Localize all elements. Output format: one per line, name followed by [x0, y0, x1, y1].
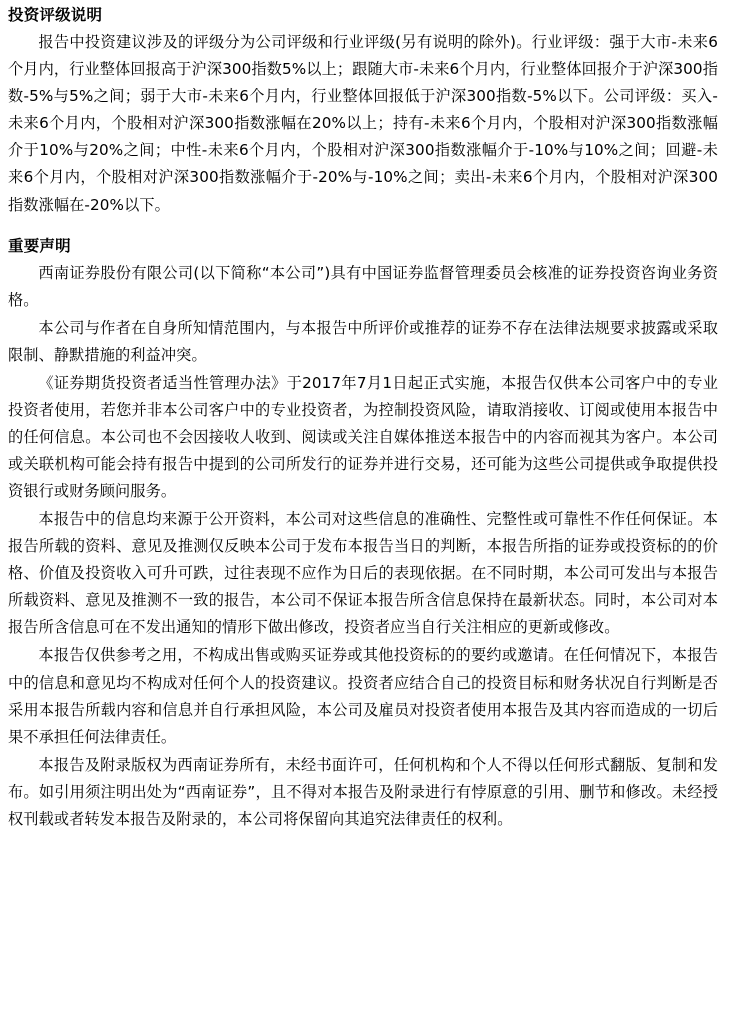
paragraph-reference-only: 本报告仅供参考之用，不构成出售或购买证券或其他投资标的的要约或邀请。在任何情况下，本报告中的信息和意见均不构成对任何个人的投资建议。投资者应结合自己的投资目标和财务状况自行判断是否采用本报告所载内容和信息并自行承担风险，本公司及雇员对投资者使用本报告及其内容而造成的一切后果不承担任何法律责任。: [8, 646, 718, 746]
paragraph-conflict-of-interest: 本公司与作者在自身所知情范围内，与本报告中所评价或推荐的证券不存在法律法规要求披露或采取限制、静默措施的利益冲突。: [8, 318, 718, 364]
section-heading-important-statement: 重要声明: [8, 236, 71, 255]
section-investment-rating: [8, 4, 718, 219]
paragraph-information-source: 本报告中的信息均来源于公开资料，本公司对这些信息的准确性、完整性或可靠性不作任何保证。本报告所载的资料、意见及推测仅反映本公司于发布本报告当日的判断，本报告所指的证券或投资标的的价格、价值及投资收入可升可跌，过往表现不应作为日后的表现依据。在不同时期，本公司可发出与本报告所载资料、意见及推测不一致的报告，本公司不保证本报告所含信息保持在最新状态。同时，本公司对本报告所含信息可在不发出通知的情形下做出修改，投资者应当自行关注相应的更新或修改。: [8, 510, 718, 637]
paragraph-rating-explanation: 报告中投资建议涉及的评级分为公司评级和行业评级(另有说明的除外)。行业评级：强于大市-未来6个月内，行业整体回报高于沪深300指数5%以上；跟随大市-未来6个月内，行业整体回报介于沪深300指数-5%与5%之间；弱于大市-未来6个月内，行业整体回报低于沪深300指数-5%以下。公司评级：买入-未来6个月内，个股相对沪深300指数涨幅在20%以上；持有-未来6个月内，个股相对沪深300指数涨幅介于10%与20%之间；中性-未来6个月内，个股相对沪深300指数涨幅介于-10%与10%之间；回避-未来6个月内，个股相对沪深300指数涨幅介于-20%与-10%之间；卖出-未来6个月内，个股相对沪深300指数涨幅在-20%以下。: [8, 33, 718, 214]
section-important-statement: [8, 235, 718, 833]
section-heading-investment-rating: 投资评级说明: [8, 6, 103, 24]
paragraph-copyright: 本报告及附录版权为西南证券所有，未经书面许可，任何机构和个人不得以任何形式翻版、复制和发布。如引用须注明出处为“西南证券”，且不得对本报告及附录进行有悖原意的引用、删节和修改。未经授权刊载或者转发本报告及附录的，本公司将保留向其追究法律责任的权利。: [8, 755, 718, 828]
paragraph-investor-suitability: 《证券期货投资者适当性管理办法》于2017年7月1日起正式实施，本报告仅供本公司客户中的专业投资者使用，若您并非本公司客户中的专业投资者，为控制投资风险，请取消接收、订阅或使用本报告中的任何信息。本公司也不会因接收人收到、阅读或关注自媒体推送本报告中的内容而视其为客户。本公司或关联机构可能会持有报告中提到的公司所发行的证券并进行交易，还可能为这些公司提供或争取提供投资银行或财务顾问服务。: [8, 374, 718, 501]
paragraph-qualification: 西南证券股份有限公司(以下简称“本公司”)具有中国证券监督管理委员会核准的证券投资咨询业务资格。: [8, 263, 718, 309]
